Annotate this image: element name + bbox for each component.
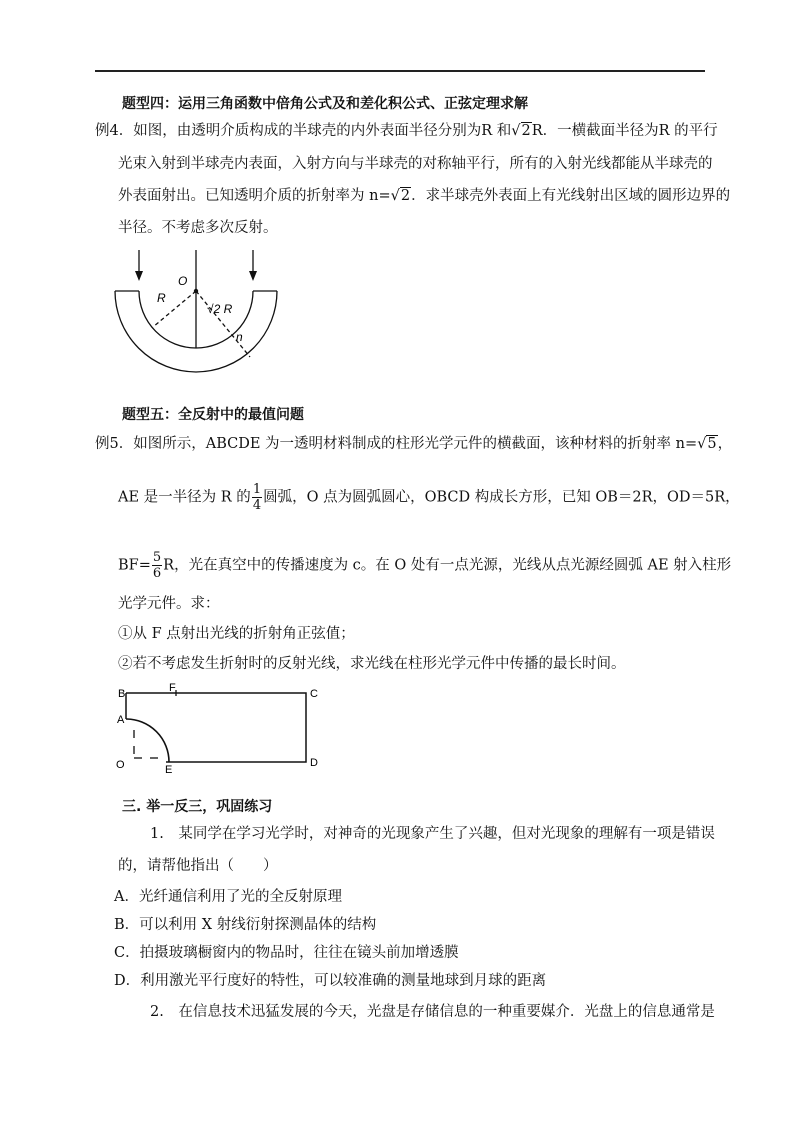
ex5-line2: AE 是一半径为 R 的 $\frac{1}{4}$ 圆弧，O 点为圆弧圆心，OBCD 构成长方形，已知 OB＝2R，OD＝5R， — [118, 482, 740, 513]
label-sqrt2R: √2 R — [207, 302, 233, 316]
q1-line1: 1. 某同学在学习光学时，对神奇的光现象产生了兴趣，但对光现象的理解有一项是错误 — [150, 826, 715, 842]
ex5-question2: ②若不考虑发生折射时的反射光线，求光线在柱形光学元件中传播的最长时间。 — [118, 656, 626, 672]
top-rule — [95, 70, 705, 72]
label-A: A — [117, 714, 125, 726]
q2-line1: 2. 在信息技术迅猛发展的今天，光盘是存储信息的一种重要媒介．光盘上的信息通常是 — [150, 1004, 715, 1020]
ex4-line1: 例4．如图，由透明介质构成的半球壳的内外表面半径分别为R 和√2R．一横截面半径为R 的平行 — [95, 123, 718, 139]
ex4-line4: 半径。不考虑多次反射。 — [118, 220, 278, 236]
q1-option-b: B．可以利用 X 射线衍射探测晶体的结构 — [114, 917, 377, 933]
ex5-line4: 光学元件。求： — [118, 596, 220, 612]
label-F: F — [169, 682, 176, 694]
label-O: O — [116, 759, 125, 771]
optical-element-figure — [108, 682, 328, 777]
arrow-down-icon — [135, 271, 143, 281]
q1-option-a: A．光纤通信利用了光的全反射原理 — [114, 889, 342, 905]
section4-heading: 题型四：运用三角函数中倍角公式及和差化积公式、正弦定理求解 — [122, 96, 528, 112]
label-B: B — [118, 688, 126, 700]
label-O: O — [178, 274, 188, 288]
ex4-line2: 光束入射到半球壳内表面，入射方向与半球壳的对称轴平行，所有的入射光线都能从半球壳的 — [118, 156, 713, 172]
q1-option-d: D．利用激光平行度好的特性，可以较准确的测量地球到月球的距离 — [114, 973, 547, 989]
q1-line2: 的，请帮他指出（ ） — [118, 858, 278, 874]
section3-heading: 三. 举一反三，巩固练习 — [122, 799, 273, 815]
section5-heading: 题型五：全反射中的最值问题 — [122, 407, 304, 423]
ex5-line3: BF= $\frac{5}{6}$ R，光在真空中的传播速度为 c。在 O 处有一点光源，光线从点光源经圆弧 AE 射入柱形 — [118, 550, 732, 581]
label-E: E — [165, 764, 173, 776]
ex4-line3: 外表面射出。已知透明介质的折射率为 n=√2．求半球壳外表面上有光线射出区域的圆形边界的 — [118, 188, 731, 204]
label-R: R — [157, 291, 166, 305]
q1-option-c: C．拍摄玻璃橱窗内的物品时，往往在镜头前加增透膜 — [114, 945, 459, 961]
ex5-line1: 例5．如图所示，ABCDE 为一透明材料制成的柱形光学元件的横截面，该种材料的折射率 n=√5， — [95, 436, 733, 452]
label-D: D — [310, 757, 318, 769]
arrow-down-icon — [249, 271, 257, 281]
hemisphere-shell-figure — [105, 245, 290, 385]
label-C: C — [310, 688, 318, 700]
label-n: n — [236, 330, 243, 344]
ex5-question1: ①从 F 点射出光线的折射角正弦值； — [118, 626, 355, 642]
